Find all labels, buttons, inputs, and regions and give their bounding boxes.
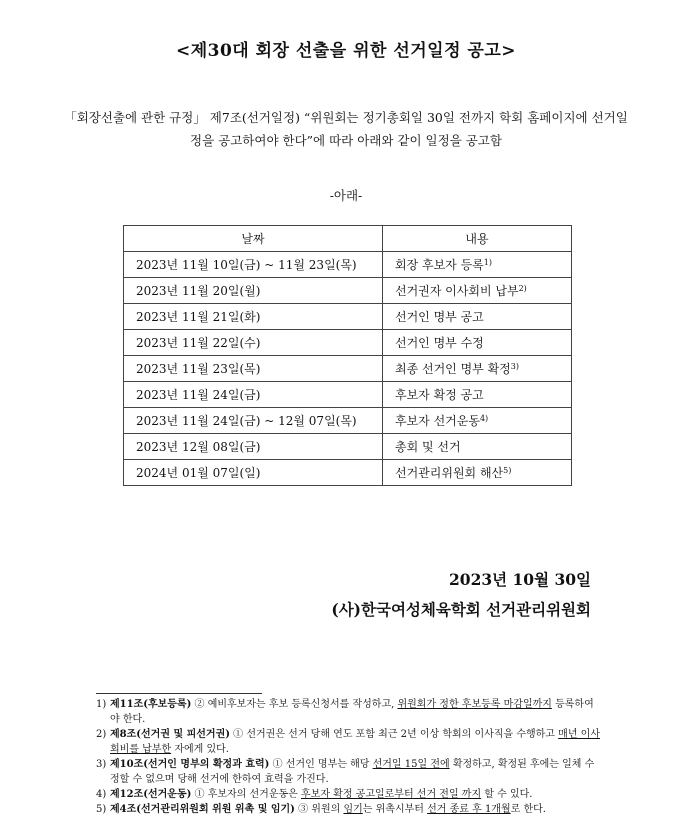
table-row bbox=[124, 304, 572, 330]
footnote-5: 5) 제4조(선거관리위원회 위원 위촉 및 임기) ③ 위원의 임기는 위촉시부터 선거 종료 후 1개월로 한다. bbox=[96, 804, 546, 815]
notice-date: 2023년 10월 30일 bbox=[449, 570, 591, 589]
footnote-2: 2) 제8조(선거권 및 피선거권) ① 선거권은 선거 당해 연도 포함 최근 2년 이상 학회의 이사직을 수행하고 매년 이사회비를 납부한 자에게 있다. bbox=[96, 729, 600, 755]
table-row bbox=[124, 330, 572, 356]
schedule-date: 2023년 11월 20일(월) bbox=[124, 278, 383, 304]
section-marker: -아래- bbox=[329, 188, 363, 203]
schedule-date: 2023년 11월 22일(수) bbox=[124, 330, 383, 356]
schedule-content: 선거인 명부 수정 bbox=[395, 336, 484, 350]
table-row bbox=[124, 408, 572, 434]
table-row bbox=[124, 382, 572, 408]
intro-paragraph: 「회장선출에 관한 규정」 제7조(선거일정) “위원회는 정기총회일 30일 전까지 학회 홈페이지에 선거일정을 공고하여야 한다”에 따라 아래와 같이 일정을 공고함 bbox=[64, 110, 628, 148]
schedule-content: 후보자 선거운동 bbox=[395, 414, 480, 428]
schedule-content-cell bbox=[383, 304, 572, 330]
schedule-content: 선거인 명부 공고 bbox=[395, 310, 484, 324]
schedule-date: 2023년 11월 23일(목) bbox=[124, 356, 383, 382]
schedule-content-cell bbox=[383, 252, 572, 278]
schedule-content-cell bbox=[383, 330, 572, 356]
schedule-content: 회장 후보자 등록 bbox=[395, 258, 484, 272]
schedule-table bbox=[123, 225, 572, 486]
footnote-ref: 4) bbox=[479, 414, 489, 423]
footnote-ref: 1) bbox=[483, 258, 492, 267]
footnote-ref: 3) bbox=[510, 362, 519, 371]
schedule-content: 선거권자 이사회비 납부 bbox=[395, 284, 519, 298]
schedule-date: 2024년 01월 07일(일) bbox=[124, 460, 383, 486]
schedule-content-cell bbox=[383, 434, 572, 460]
table-row bbox=[124, 252, 572, 278]
table-row bbox=[124, 434, 572, 460]
schedule-content: 최종 선거인 명부 확정 bbox=[395, 362, 511, 376]
schedule-content-cell bbox=[383, 408, 572, 434]
schedule-content-cell bbox=[383, 382, 572, 408]
header-date: 날짜 bbox=[124, 226, 383, 252]
schedule-content: 선거관리위원회 해산 bbox=[395, 466, 504, 480]
footnotes bbox=[96, 697, 602, 817]
footnote-1: 1) 제11조(후보등록) ② 예비후보자는 후보 등록신청서를 작성하고, 위원회가 정한 후보등록 마감일까지 등록하여야 한다. bbox=[96, 699, 594, 725]
footnote-4: 4) 제12조(선거운동) ① 후보자의 선거운동은 후보자 확정 공고일로부터 선거 전일 까지 할 수 있다. bbox=[96, 789, 533, 800]
table-row bbox=[124, 356, 572, 382]
schedule-content: 총회 및 선거 bbox=[395, 440, 461, 454]
schedule-date: 2023년 11월 24일(금) bbox=[124, 382, 383, 408]
schedule-date: 2023년 11월 10일(금) ~ 11월 23일(목) bbox=[124, 252, 383, 278]
issuing-organization: (사)한국여성체육학회 선거관리위원회 bbox=[331, 600, 591, 619]
table-header-row bbox=[124, 226, 572, 252]
footnote-3: 3) 제10조(선거인 명부의 확정과 효력) ① 선거인 명부는 해당 선거일 15일 전에 확정하고, 확정된 후에는 일체 수정할 수 없으며 당해 선거에 한하여 효력을 가진다. bbox=[96, 759, 595, 785]
schedule-date: 2023년 11월 24일(금) ~ 12월 07일(목) bbox=[124, 408, 383, 434]
footnote-ref: 2) bbox=[518, 284, 527, 293]
schedule-content-cell bbox=[383, 278, 572, 304]
header-content: 내용 bbox=[383, 226, 572, 252]
notice-title: <제30대 회장 선출을 위한 선거일정 공고> bbox=[175, 41, 517, 61]
schedule-content-cell bbox=[383, 356, 572, 382]
schedule-date: 2023년 11월 21일(화) bbox=[124, 304, 383, 330]
schedule-content: 후보자 확정 공고 bbox=[395, 388, 484, 402]
footnote-ref: 5) bbox=[503, 466, 512, 475]
table-row bbox=[124, 460, 572, 486]
footnote-divider bbox=[96, 693, 262, 694]
schedule-content-cell bbox=[383, 460, 572, 486]
table-row bbox=[124, 278, 572, 304]
schedule-date: 2023년 12월 08일(금) bbox=[124, 434, 383, 460]
